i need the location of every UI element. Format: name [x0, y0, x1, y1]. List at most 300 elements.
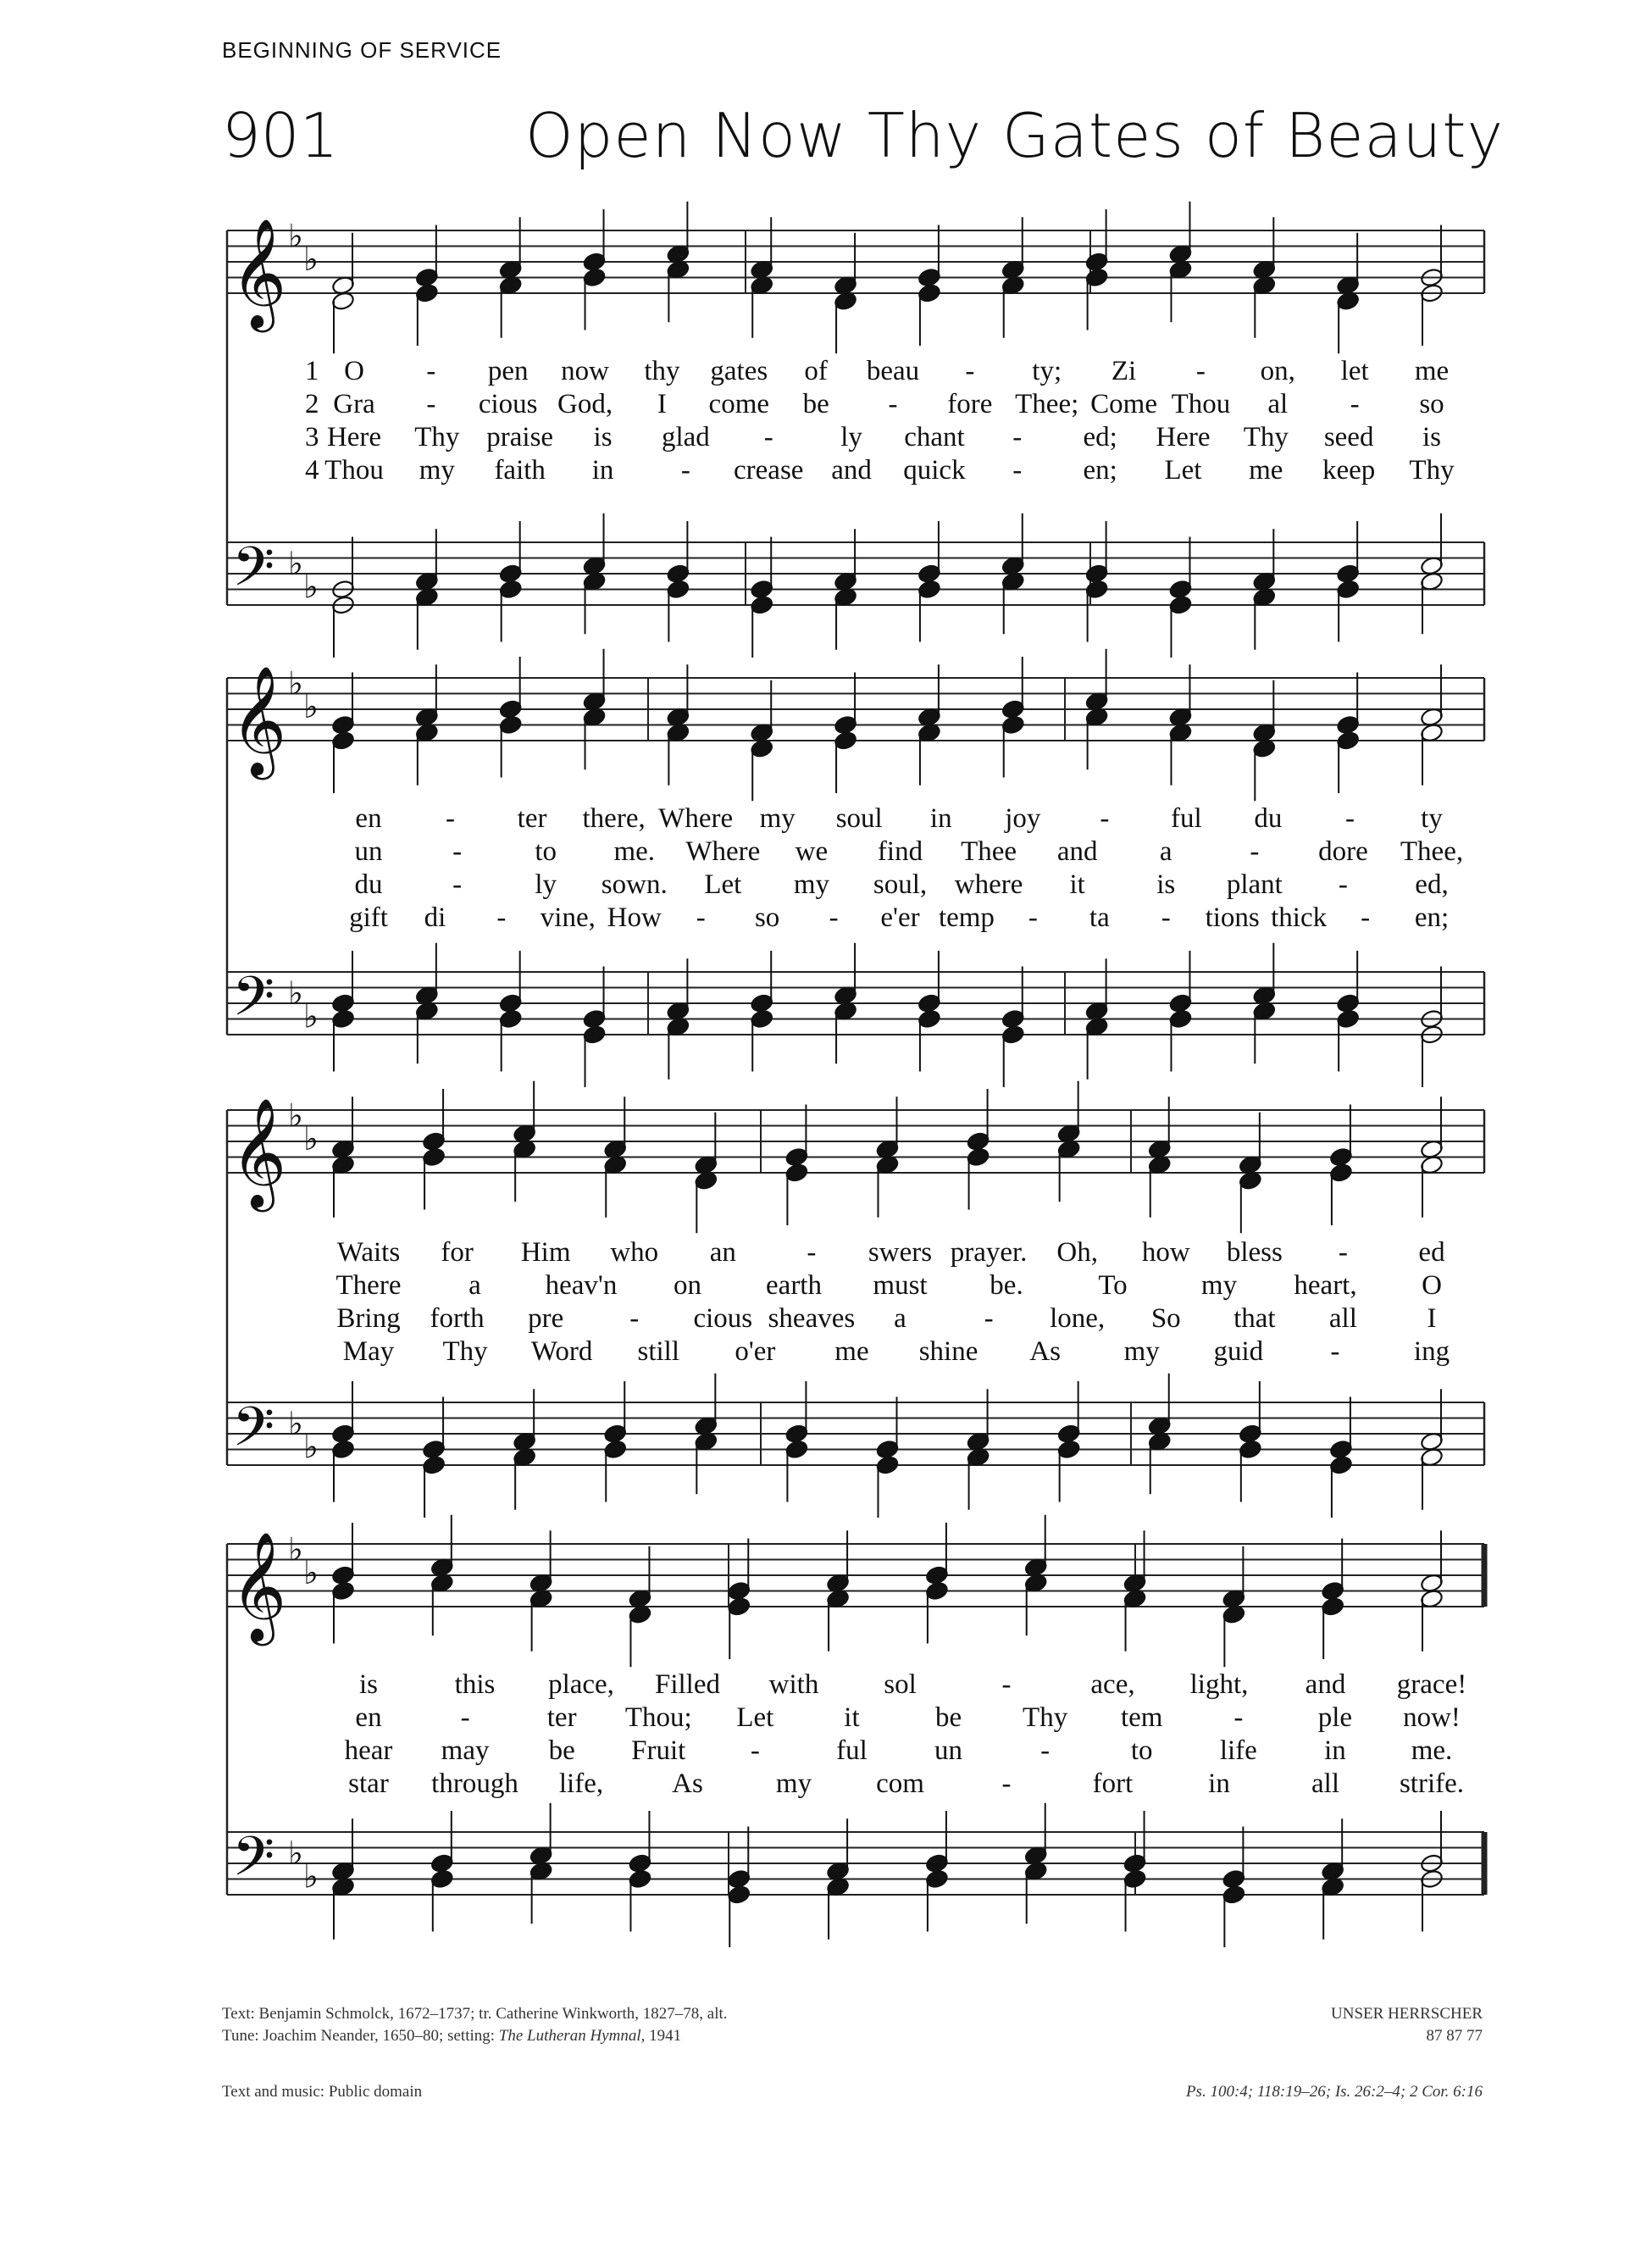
lyric-syllable: Thou: [1171, 389, 1231, 419]
flat-icon: ♭: [303, 1120, 319, 1158]
lyric-syllable: ed: [1418, 1237, 1445, 1268]
lyric-hyphen: -: [1361, 902, 1371, 933]
lyric-syllable: glad: [661, 422, 710, 452]
note-head: [1329, 1439, 1353, 1459]
lyric-hyphen: -: [1338, 869, 1348, 900]
lyric-syllable: bless: [1226, 1237, 1283, 1268]
lyric-syllable: must: [873, 1270, 928, 1301]
note-head: [917, 1008, 941, 1029]
lyric-syllable: Waits: [336, 1237, 401, 1268]
lyric-syllable: plant: [1226, 869, 1283, 900]
flat-icon: ♭: [303, 568, 319, 606]
note-head: [784, 1439, 808, 1459]
lyric-syllable: heav'n: [545, 1270, 618, 1301]
lyric-syllable: star: [348, 1768, 389, 1799]
lyric-syllable: on: [674, 1270, 701, 1301]
note-head: [422, 1131, 446, 1152]
lyric-syllable: swers: [868, 1237, 933, 1268]
lyric-syllable: ter: [517, 803, 547, 834]
lyric-syllable: ple: [1317, 1702, 1353, 1733]
note-head: [784, 1146, 808, 1167]
lyric-syllable: ed,: [1415, 869, 1449, 900]
lyric-syllable: me.: [1411, 1735, 1453, 1766]
lyric-syllable: I: [657, 389, 667, 419]
note-head: [1321, 1580, 1344, 1601]
bass-clef-icon: 𝄢: [232, 1825, 275, 1902]
lyric-hyphen: -: [460, 1702, 470, 1733]
note-head: [582, 267, 606, 287]
lyric-syllable: Zi: [1111, 356, 1137, 386]
lyric-syllable: still: [637, 1336, 680, 1367]
note-head: [925, 1565, 949, 1585]
lyric-hyphen: -: [888, 389, 898, 419]
lyric-syllable: gift: [349, 902, 388, 933]
lyric-syllable: Let: [1164, 455, 1202, 486]
tune-credit-year: 1941: [649, 2027, 682, 2045]
note-head: [1084, 267, 1108, 287]
note-head: [834, 714, 857, 735]
lyric-syllable: gates: [710, 356, 768, 386]
lyric-syllable: Bring: [336, 1303, 401, 1334]
note-head: [603, 1439, 627, 1459]
lyric-syllable: fort: [1092, 1768, 1134, 1799]
lyric-hyphen: -: [1161, 902, 1171, 933]
lyric-syllable: Here: [326, 422, 382, 452]
lyric-syllable: let: [1340, 356, 1369, 386]
note-head: [1336, 714, 1360, 735]
lyric-syllable: is: [358, 1669, 379, 1700]
lyric-syllable: ty: [1421, 803, 1443, 834]
note-head: [875, 1439, 899, 1459]
lyric-syllable: my: [1200, 1270, 1238, 1301]
lyric-syllable: me: [1249, 455, 1283, 486]
lyric-syllable: en;: [1414, 902, 1450, 933]
note-head: [727, 1596, 751, 1617]
lyric-syllable: So: [1150, 1303, 1181, 1334]
lyric-syllable: my: [759, 803, 796, 834]
note-head: [331, 714, 355, 735]
lyric-hyphen: -: [680, 455, 690, 486]
lyric-syllable: to: [1130, 1735, 1153, 1766]
lyric-syllable: is: [1156, 869, 1176, 900]
note-head: [430, 1868, 454, 1889]
note-head: [727, 1580, 751, 1601]
note-head: [582, 1024, 606, 1045]
lyric-hyphen: -: [496, 902, 507, 933]
lyric-syllable: life,: [558, 1768, 604, 1799]
note-head: [422, 1439, 446, 1459]
lyric-syllable: seed: [1323, 422, 1374, 452]
note-head: [750, 1008, 773, 1029]
note-head: [422, 1146, 446, 1167]
note-head: [784, 1424, 808, 1444]
lyric-syllable: keep: [1322, 455, 1376, 486]
lyric-syllable: pre: [528, 1303, 564, 1334]
lyric-hyphen: -: [426, 356, 436, 386]
note-head: [925, 1853, 949, 1874]
lyric-syllable: strife.: [1399, 1768, 1465, 1799]
note-head: [917, 993, 941, 1013]
note-head: [1336, 564, 1360, 584]
lyric-syllable: fore: [947, 389, 993, 419]
lyric-syllable: ful: [836, 1735, 868, 1766]
note-head: [603, 1424, 627, 1444]
lyric-syllable: Oh,: [1056, 1237, 1098, 1268]
lyric-syllable: on,: [1260, 356, 1295, 386]
lyric-syllable: my: [1123, 1336, 1160, 1367]
note-head: [917, 579, 941, 599]
lyric-syllable: du: [354, 869, 383, 900]
lyric-syllable: to: [535, 836, 557, 867]
tune-name: UNSER HERRSCHER: [1331, 2005, 1483, 2023]
note-head: [727, 1885, 751, 1905]
lyric-syllable: for: [441, 1237, 474, 1268]
lyric-hyphen: -: [452, 836, 463, 867]
note-head: [331, 993, 355, 1013]
bass-clef-icon: 𝄢: [232, 536, 275, 613]
lyric-syllable: lone,: [1050, 1303, 1106, 1334]
note-head: [1001, 699, 1025, 719]
lyric-hyphen: -: [1195, 356, 1206, 386]
note-head: [1329, 1146, 1353, 1167]
note-head: [499, 714, 523, 735]
lyric-syllable: ace,: [1090, 1669, 1135, 1700]
lyric-syllable: in: [1324, 1735, 1346, 1766]
lyric-syllable: soul,: [873, 869, 928, 900]
lyric-hyphen: -: [1100, 803, 1110, 834]
lyric-syllable: be: [802, 389, 829, 419]
lyric-syllable: As: [1029, 1336, 1061, 1367]
lyric-syllable: a: [894, 1303, 906, 1334]
lyric-syllable: dore: [1318, 836, 1368, 867]
lyric-syllable: May: [342, 1336, 395, 1367]
note-head: [331, 1008, 355, 1029]
lyric-syllable: my: [775, 1768, 812, 1799]
note-head: [1168, 993, 1192, 1013]
note-head: [925, 1580, 949, 1601]
lyric-syllable: du: [1254, 803, 1283, 834]
note-head: [499, 699, 523, 719]
lyric-syllable: di: [424, 902, 446, 933]
lyric-syllable: temp: [938, 902, 995, 933]
note-head: [966, 1131, 990, 1152]
note-head: [917, 283, 941, 303]
meter: 87 87 77: [1426, 2027, 1483, 2045]
lyric-syllable: Thee: [961, 836, 1017, 867]
lyric-hyphen: -: [1001, 1768, 1012, 1799]
note-head: [1222, 1868, 1245, 1889]
lyric-syllable: there,: [582, 803, 646, 834]
lyric-syllable: o'er: [735, 1336, 776, 1367]
note-head: [727, 1868, 751, 1889]
lyric-syllable: it: [1069, 869, 1085, 900]
lyric-syllable: Filled: [654, 1669, 721, 1700]
note-head: [1239, 1439, 1262, 1459]
note-head: [1056, 1424, 1080, 1444]
note-head: [875, 1455, 899, 1475]
lyric-syllable: how: [1141, 1237, 1190, 1268]
lyric-syllable: my: [793, 869, 829, 900]
lyric-syllable: now!: [1403, 1702, 1461, 1733]
lyric-syllable: may: [441, 1735, 490, 1766]
treble-clef-icon: 𝄞: [230, 1531, 287, 1641]
lyric-hyphen: -: [1028, 902, 1038, 933]
lyric-syllable: ing: [1413, 1336, 1450, 1367]
lyric-hyphen: -: [1250, 836, 1260, 867]
lyric-syllable: in: [1208, 1768, 1230, 1799]
note-head: [415, 267, 439, 287]
note-head: [422, 1455, 446, 1475]
lyric-syllable: Fruit: [631, 1735, 686, 1766]
lyric-syllable: sol: [884, 1669, 917, 1700]
note-head: [666, 564, 690, 584]
lyric-syllable: God,: [557, 389, 613, 419]
lyric-syllable: Thy: [442, 1336, 488, 1367]
lyric-syllable: who: [610, 1237, 659, 1268]
tune-credit: [222, 2027, 681, 2046]
note-head: [1084, 252, 1108, 272]
note-head: [331, 1565, 355, 1585]
lyric-syllable: To: [1098, 1270, 1128, 1301]
lyric-syllable: be: [934, 1702, 962, 1733]
note-head: [1001, 1024, 1025, 1045]
lyric-hyphen: -: [629, 1303, 640, 1334]
lyric-syllable: O: [344, 356, 364, 386]
lyric-syllable: Come: [1090, 389, 1157, 419]
note-head: [966, 1146, 990, 1167]
lyric-hyphen: -: [452, 869, 463, 900]
lyric-syllable: a: [468, 1270, 481, 1301]
note-head: [331, 1580, 355, 1601]
lyric-syllable: come: [708, 389, 770, 419]
lyric-syllable: Thou: [324, 455, 384, 486]
tune-credit-source: The Lutheran Hymnal,: [498, 2027, 646, 2045]
lyric-syllable: Where: [685, 836, 761, 867]
hymn-number: 901: [222, 100, 339, 171]
note-head: [331, 1439, 355, 1459]
lyric-syllable: soul: [835, 803, 883, 834]
note-head: [1084, 579, 1108, 599]
note-head: [1336, 579, 1360, 599]
lyric-syllable: with: [768, 1669, 819, 1700]
treble-clef-icon: 𝄞: [230, 1097, 287, 1208]
lyric-syllable: be: [548, 1735, 575, 1766]
note-head: [499, 1008, 523, 1029]
lyric-syllable: sown.: [601, 869, 668, 900]
lyric-syllable: chant: [904, 422, 965, 452]
lyric-syllable: Thy: [414, 422, 460, 452]
lyric-hyphen: -: [1330, 1336, 1340, 1367]
lyric-syllable: and: [1056, 836, 1098, 867]
note-head: [1168, 595, 1192, 615]
lyric-syllable: earth: [766, 1270, 822, 1301]
lyric-syllable: so: [1419, 389, 1444, 419]
lyric-syllable: we: [795, 836, 829, 867]
bass-clef-icon: 𝄢: [232, 1396, 275, 1473]
lyric-syllable: e'er: [880, 902, 920, 933]
note-head: [1123, 1868, 1146, 1889]
hymn-title: Open Now Thy Gates of Beauty: [525, 100, 1505, 171]
lyric-syllable: quick: [903, 455, 966, 486]
lyric-syllable: sheaves: [768, 1303, 856, 1334]
lyric-syllable: forth: [430, 1303, 485, 1334]
lyric-syllable: be.: [990, 1270, 1023, 1301]
lyric-syllable: heart,: [1294, 1270, 1357, 1301]
flat-icon: ♭: [303, 1554, 319, 1592]
lyric-syllable: life: [1219, 1735, 1257, 1766]
bass-clef-icon: 𝄢: [232, 965, 275, 1042]
note-head: [917, 267, 941, 287]
flat-icon: ♭: [303, 241, 319, 279]
lyric-syllable: prayer.: [950, 1237, 1028, 1268]
flat-icon: ♭: [288, 544, 303, 582]
lyric-hyphen: -: [1012, 455, 1023, 486]
lyric-syllable: find: [877, 836, 923, 867]
lyric-hyphen: -: [1001, 1669, 1012, 1700]
lyric-syllable: vine,: [540, 902, 596, 933]
lyric-hyphen: -: [446, 803, 456, 834]
lyric-hyphen: -: [1350, 389, 1360, 419]
flat-icon: ♭: [303, 1428, 319, 1466]
note-head: [1329, 1163, 1353, 1183]
lyric-syllable: place,: [548, 1669, 614, 1700]
note-head: [750, 993, 773, 1013]
lyric-syllable: in: [591, 455, 614, 486]
lyric-hyphen: -: [1012, 422, 1023, 452]
lyric-syllable: Where: [658, 803, 734, 834]
lyric-hyphen: -: [1338, 1237, 1348, 1268]
lyric-syllable: O: [1422, 1270, 1442, 1301]
lyric-syllable: ly: [535, 869, 557, 900]
note-head: [331, 1424, 355, 1444]
lyric-hyphen: -: [1344, 803, 1355, 834]
lyric-syllable: grace!: [1396, 1669, 1467, 1700]
note-head: [925, 1868, 949, 1889]
lyric-syllable: my: [419, 455, 455, 486]
note-head: [499, 993, 523, 1013]
lyric-hyphen: -: [426, 389, 436, 419]
lyric-syllable: ly: [840, 422, 862, 452]
scripture-refs: Ps. 100:4; 118:19–26; Is. 26:2–4; 2 Cor. 6:16: [1185, 2083, 1483, 2101]
treble-clef-icon: 𝄞: [230, 665, 287, 775]
flat-icon: ♭: [288, 664, 303, 702]
note-head: [499, 564, 523, 584]
lyric-syllable: Let: [704, 869, 742, 900]
note-head: [1001, 714, 1025, 735]
lyric-syllable: guid: [1213, 1336, 1264, 1367]
lyric-syllable: hear: [344, 1735, 393, 1766]
note-head: [499, 579, 523, 599]
lyric-syllable: thick: [1271, 902, 1328, 933]
lyric-hyphen: -: [984, 1303, 994, 1334]
lyric-syllable: Here: [1156, 422, 1211, 452]
flat-icon: ♭: [303, 1857, 319, 1896]
note-head: [1084, 564, 1108, 584]
lyric-syllable: Thou;: [624, 1702, 692, 1733]
note-head: [784, 1163, 808, 1183]
lyric-syllable: There: [335, 1270, 402, 1301]
lyric-syllable: and: [831, 455, 872, 486]
verse-number: 4: [305, 455, 319, 486]
note-head: [1336, 730, 1360, 751]
lyric-syllable: ed;: [1083, 422, 1117, 452]
lyric-syllable: an: [709, 1237, 736, 1268]
lyric-syllable: ter: [546, 1702, 577, 1733]
lyric-syllable: pen: [487, 356, 529, 386]
note-head: [582, 1008, 606, 1029]
lyric-syllable: it: [844, 1702, 860, 1733]
lyric-syllable: joy: [1005, 803, 1041, 834]
lyric-syllable: As: [672, 1768, 703, 1799]
lyric-syllable: faith: [494, 455, 546, 486]
lyric-syllable: ty;: [1032, 356, 1062, 386]
note-head: [750, 595, 773, 615]
lyric-syllable: that: [1233, 1303, 1276, 1334]
lyric-syllable: shine: [918, 1336, 978, 1367]
lyric-hyphen: -: [1233, 1702, 1244, 1733]
note-head: [1321, 1596, 1344, 1617]
lyric-syllable: through: [431, 1768, 518, 1799]
flat-icon: ♭: [288, 1404, 303, 1442]
note-head: [1329, 1455, 1353, 1475]
lyric-hyphen: -: [965, 356, 975, 386]
note-head: [1056, 1439, 1080, 1459]
lyric-syllable: Him: [520, 1237, 571, 1268]
lyric-syllable: en: [355, 803, 382, 834]
lyric-syllable: Thy: [1243, 422, 1289, 452]
lyric-syllable: tions: [1205, 902, 1260, 933]
note-head: [628, 1853, 651, 1874]
verse-number: 2: [305, 389, 319, 419]
lyric-syllable: Thee,: [1400, 836, 1464, 867]
lyric-syllable: all: [1328, 1303, 1357, 1334]
lyric-syllable: tem: [1120, 1702, 1163, 1733]
tune-credit-prefix: Tune: Joachim Neander, 1650–80; setting:: [222, 2027, 496, 2045]
lyric-syllable: en;: [1083, 455, 1117, 486]
lyric-syllable: beau: [866, 356, 920, 386]
note-head: [834, 730, 857, 751]
lyric-syllable: cious: [693, 1303, 753, 1334]
lyric-syllable: light,: [1189, 1669, 1249, 1700]
lyric-syllable: this: [454, 1669, 496, 1700]
flat-icon: ♭: [288, 974, 303, 1012]
lyric-syllable: all: [1311, 1768, 1339, 1799]
note-head: [430, 1853, 454, 1874]
flat-icon: ♭: [288, 1096, 303, 1135]
flat-icon: ♭: [288, 217, 303, 255]
lyric-hyphen: -: [807, 1237, 817, 1268]
note-head: [582, 252, 606, 272]
lyric-syllable: is: [593, 422, 613, 452]
lyric-syllable: me: [1414, 356, 1450, 386]
note-head: [628, 1868, 651, 1889]
lyric-syllable: and: [1305, 1669, 1346, 1700]
verse-number: 3: [305, 422, 319, 452]
note-head: [1336, 1008, 1360, 1029]
lyric-syllable: Let: [736, 1702, 774, 1733]
lyric-syllable: How: [607, 902, 662, 933]
lyric-hyphen: -: [750, 1735, 760, 1766]
note-head: [1336, 993, 1360, 1013]
note-head: [750, 579, 773, 599]
note-head: [1001, 1008, 1025, 1029]
lyric-syllable: where: [954, 869, 1023, 900]
lyric-syllable: com: [876, 1768, 924, 1799]
note-head: [1168, 579, 1192, 599]
lyric-syllable: in: [929, 803, 952, 834]
lyric-syllable: is: [1422, 422, 1442, 452]
lyric-syllable: I: [1427, 1303, 1437, 1334]
